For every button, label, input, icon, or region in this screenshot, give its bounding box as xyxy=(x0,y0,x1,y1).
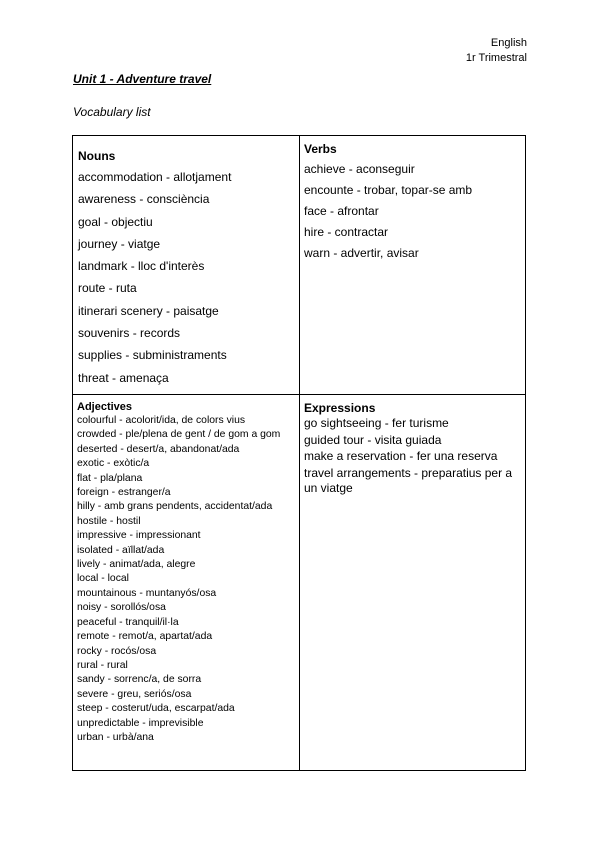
adjective-item: deserted - desert/a, abandonat/ada xyxy=(77,443,240,455)
document-header xyxy=(466,36,527,66)
verbs-cell xyxy=(300,136,525,264)
adjective-item: rocky - rocós/osa xyxy=(77,645,157,657)
noun-item: supplies - subministraments xyxy=(78,348,227,363)
noun-item: landmark - lloc d'interès xyxy=(78,259,205,274)
verbs-title: Verbs xyxy=(304,142,337,156)
adjective-item: noisy - sorollós/osa xyxy=(77,602,166,614)
adjective-item: hostile - hostil xyxy=(77,515,141,527)
adjectives-list xyxy=(77,414,295,745)
noun-item: threat - amenaça xyxy=(78,370,169,385)
expression-item: go sightseeing - fer turisme xyxy=(304,416,449,430)
adjective-item: flat - pla/plana xyxy=(77,472,143,484)
nouns-cell xyxy=(73,136,299,389)
adjective-item: peaceful - tranquil/il·la xyxy=(77,616,179,628)
expression-item: travel arrangements - preparatius per a un viatge xyxy=(304,465,513,495)
unit-title: Unit 1 - Adventure travel xyxy=(73,72,212,86)
adjective-item: crowded - ple/plena de gent / de gom a gom xyxy=(77,429,281,441)
expressions-title: Expressions xyxy=(304,401,376,415)
nouns-title: Nouns xyxy=(78,149,116,163)
adjective-item: foreign - estranger/a xyxy=(77,487,171,499)
vocabulary-table xyxy=(72,135,526,771)
adjective-item: local - local xyxy=(77,573,129,585)
adjective-item: colourful - acolorit/ida, de colors vius xyxy=(77,415,246,426)
expression-item: guided tour - visita guiada xyxy=(304,432,442,447)
term-label: 1r Trimestral xyxy=(465,52,527,64)
adjectives-cell xyxy=(73,395,299,745)
adjective-item: rural - rural xyxy=(77,659,128,671)
adjective-item: impressive - impressionant xyxy=(77,530,201,542)
adjective-item: urban - urbà/ana xyxy=(77,731,154,743)
adjective-item: remote - remot/a, apartat/ada xyxy=(77,631,213,643)
vocabulary-subtitle: Vocabulary list xyxy=(73,105,151,119)
noun-item: accommodation - allotjament xyxy=(78,170,232,184)
noun-item: itinerari scenery - paisatge xyxy=(78,303,219,318)
adjective-item: sandy - sorrenc/a, de sorra xyxy=(77,674,202,686)
adjective-item: steep - costerut/uda, escarpat/ada xyxy=(77,703,235,715)
verb-item: achieve - aconseguir xyxy=(304,162,415,176)
adjective-item: hilly - amb grans pendents, accidentat/ada xyxy=(77,501,273,513)
verb-item: encounte - trobar, topar-se amb xyxy=(304,183,473,197)
expression-item: make a reservation - fer una reserva xyxy=(304,449,498,463)
adjective-item: severe - greu, seriós/osa xyxy=(77,688,192,700)
adjective-item: mountainous - muntanyós/osa xyxy=(77,587,217,599)
noun-item: journey - viatge xyxy=(78,236,161,251)
noun-item: awareness - consciència xyxy=(78,192,210,207)
adjective-item: exotic - exòtic/a xyxy=(77,458,150,470)
expressions-cell xyxy=(300,395,525,498)
verb-item: hire - contractar xyxy=(304,225,389,239)
subject-label: English xyxy=(490,37,527,49)
adjective-item: unpredictable - imprevisible xyxy=(77,717,204,729)
verb-item: warn - advertir, avisar xyxy=(304,246,419,260)
expressions-list xyxy=(304,416,521,497)
adjective-item: isolated - aïllat/ada xyxy=(77,544,165,556)
noun-item: souvenirs - records xyxy=(78,326,181,341)
verb-item: face - afrontar xyxy=(304,204,379,218)
noun-item: goal - objectiu xyxy=(78,214,153,229)
verbs-list xyxy=(304,159,521,264)
adjectives-title: Adjectives xyxy=(77,401,133,413)
noun-item: route - ruta xyxy=(78,281,137,296)
adjective-item: lively - animat/ada, alegre xyxy=(77,559,196,571)
nouns-list xyxy=(78,166,294,389)
